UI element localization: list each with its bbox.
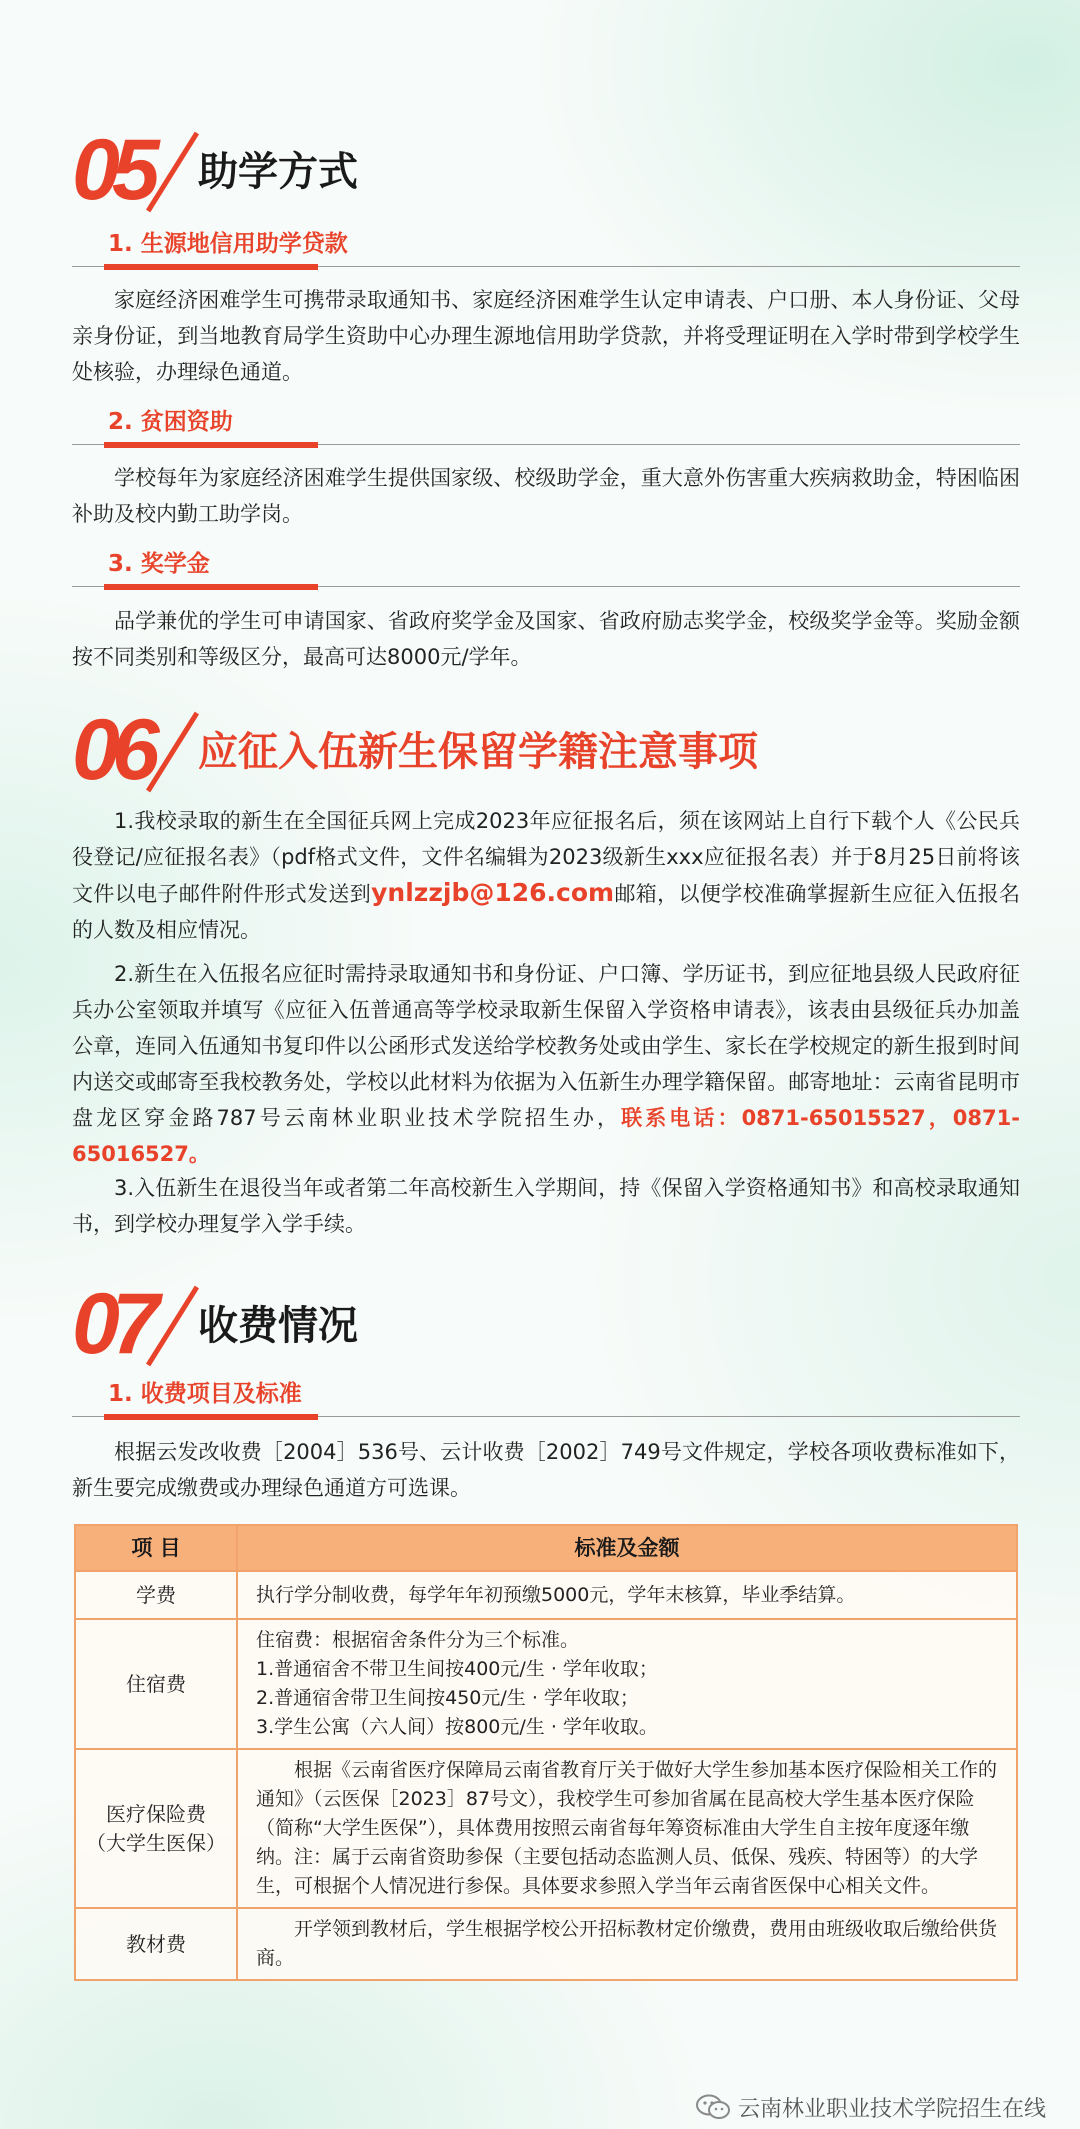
standard-line: 开学领到教材后，学生根据学校公开招标教材定价缴费，费用由班级收取后缴给供货商。 (256, 1918, 998, 1969)
section-number: 06 (72, 702, 152, 798)
row-standard (237, 1571, 1017, 1619)
subheading-text: 1. 收费项目及标准 (108, 1381, 302, 1407)
table-header-row (75, 1525, 1017, 1571)
subheading-text: 2. 贫困资助 (108, 409, 233, 435)
standard-line: 2.普通宿舍带卫生间按450元/生 · 学年收取； (256, 1687, 639, 1709)
row-standard (237, 1619, 1017, 1749)
table-row (75, 1908, 1017, 1980)
row-item-accommodation: 住宿费 (75, 1619, 237, 1749)
wechat-icon (696, 2094, 730, 2120)
subheading-scholarship (72, 542, 1020, 594)
paragraph-loan: 家庭经济困难学生可携带录取通知书、家庭经济困难学生认定申请表、户口册、本人身份证、父母亲身份证，到当地教育局学生资助中心办理生源地信用助学贷款，并将受理证明在入学时带到学校学生处核验，办理绿色通道。 (72, 288, 1020, 384)
slash-decoration (146, 1286, 199, 1367)
row-item-tuition: 学费 (75, 1571, 237, 1619)
row-standard (237, 1908, 1017, 1980)
subheading-fee-items (72, 1372, 1020, 1424)
table-row (75, 1619, 1017, 1749)
paragraph-scholarship: 品学兼优的学生可申请国家、省政府奖学金及国家、省政府励志奖学金，校级奖学金等。奖励金额按不同类别和等级区分，最高可达8000元/学年。 (72, 609, 1020, 669)
accent-bar (104, 264, 318, 270)
standard-line: 3.学生公寓（六人间）按800元/生 · 学年收取。 (256, 1716, 658, 1738)
accent-bar (104, 584, 318, 590)
slash-decoration (146, 132, 199, 213)
subheading-text: 1. 生源地信用助学贷款 (108, 231, 348, 257)
accent-bar (104, 1414, 318, 1420)
subheading-poverty-aid (72, 400, 1020, 452)
table-row (75, 1749, 1017, 1908)
section-06-header (72, 700, 1012, 810)
table-row (75, 1571, 1017, 1619)
paragraph-text: 邮箱，以便学校准确掌握新生应征入伍报名的人数及相应情况。 (72, 882, 1021, 942)
footer-label: 云南林业职业技术学院招生在线 (737, 2096, 1046, 2122)
section-07-header (72, 1274, 1012, 1384)
accent-bar (104, 442, 318, 448)
section-title: 应征入伍新生保留学籍注意事项 (198, 729, 758, 775)
contact-email[interactable]: ynlzzjb@126.com (371, 878, 615, 907)
fee-table (74, 1524, 1018, 1981)
paragraph-poverty-aid: 学校每年为家庭经济困难学生提供国家级、校级助学金，重大意外伤害重大疾病救助金，特困临困补助及校内勤工助学岗。 (72, 466, 1020, 526)
footer-watermark (696, 2092, 1046, 2122)
column-header-item: 项 目 (75, 1525, 237, 1571)
standard-line: 1.普通宿舍不带卫生间按400元/生 · 学年收取； (256, 1658, 658, 1680)
section-05-header (72, 120, 1012, 230)
paragraph-enlistment-2 (72, 956, 1020, 1172)
column-header-standard: 标准及金额 (237, 1525, 1017, 1571)
row-item-textbooks: 教材费 (75, 1908, 237, 1980)
section-number: 05 (72, 122, 152, 218)
standard-line: 住宿费：根据宿舍条件分为三个标准。 (256, 1629, 580, 1651)
paragraph-fee-intro: 根据云发改收费［2004］536号、云计收费［2002］749号文件规定，学校各项收费标准如下，新生要完成缴费或办理绿色通道方可选课。 (72, 1440, 1020, 1500)
section-number: 07 (72, 1276, 152, 1372)
contact-phone: 联系电话：0871-65015527，0871-65016527。 (72, 1106, 1020, 1166)
paragraph-enlistment-3: 3.入伍新生在退役当年或者第二年高校新生入学期间，持《保留入学资格通知书》和高校录取通知书，到学校办理复学入学手续。 (72, 1176, 1020, 1236)
standard-line: 根据《云南省医疗保障局云南省教育厅关于做好大学生参加基本医疗保险相关工作的通知》（云医保［2023］87号文），我校学生可参加省属在昆高校大学生基本医疗保险（简称“大学生医保”），具体费用按照云南省每年筹资标准由大学生自主按年度逐年缴纳。注：属于云南省资助参保（主要包括动态监测人员、低保、残疾、特困等）的大学生，可根据个人情况进行参保。具体要求参照入学当年云南省医保中心相关文件。 (256, 1759, 998, 1897)
section-title: 助学方式 (198, 149, 358, 195)
paragraph-text: 2.新生在入伍报名应征时需持录取通知书和身份证、户口簿、学历证书，到应征地县级人民政府征兵办公室领取并填写《应征入伍普通高等学校录取新生保留入学资格申请表》，该表由县级征兵办加盖公章，连同入伍通知书复印件以公函形式发送给学校教务处或由学生、家长在学校规定的新生报到时间内送交或邮寄至我校教务处，学校以此材料为依据为入伍新生办理学籍保留。邮寄地址：云南省昆明市盘龙区穿金路787号云南林业职业技术学院招生办， (72, 962, 1020, 1130)
subheading-text: 3. 奖学金 (108, 551, 210, 577)
slash-decoration (146, 712, 199, 793)
row-item-medical-insurance: 医疗保险费 （大学生医保） (75, 1749, 237, 1908)
row-standard (237, 1749, 1017, 1908)
paragraph-enlistment-1 (72, 803, 1020, 948)
section-title: 收费情况 (198, 1303, 358, 1349)
paragraph-text: 1.我校录取的新生在全国征兵网上完成2023年应征报名后，须在该网站上自行下载个人《公民兵役登记/应征报名表》（pdf格式文件，文件名编辑为2023级新生xxx应征报名表）并于8月25日前将该文件以电子邮件附件形式发送到 (72, 809, 1020, 906)
standard-line: 执行学分制收费，每学年年初预缴5000元，学年末核算，毕业季结算。 (256, 1583, 856, 1606)
subheading-loan (72, 222, 1020, 274)
